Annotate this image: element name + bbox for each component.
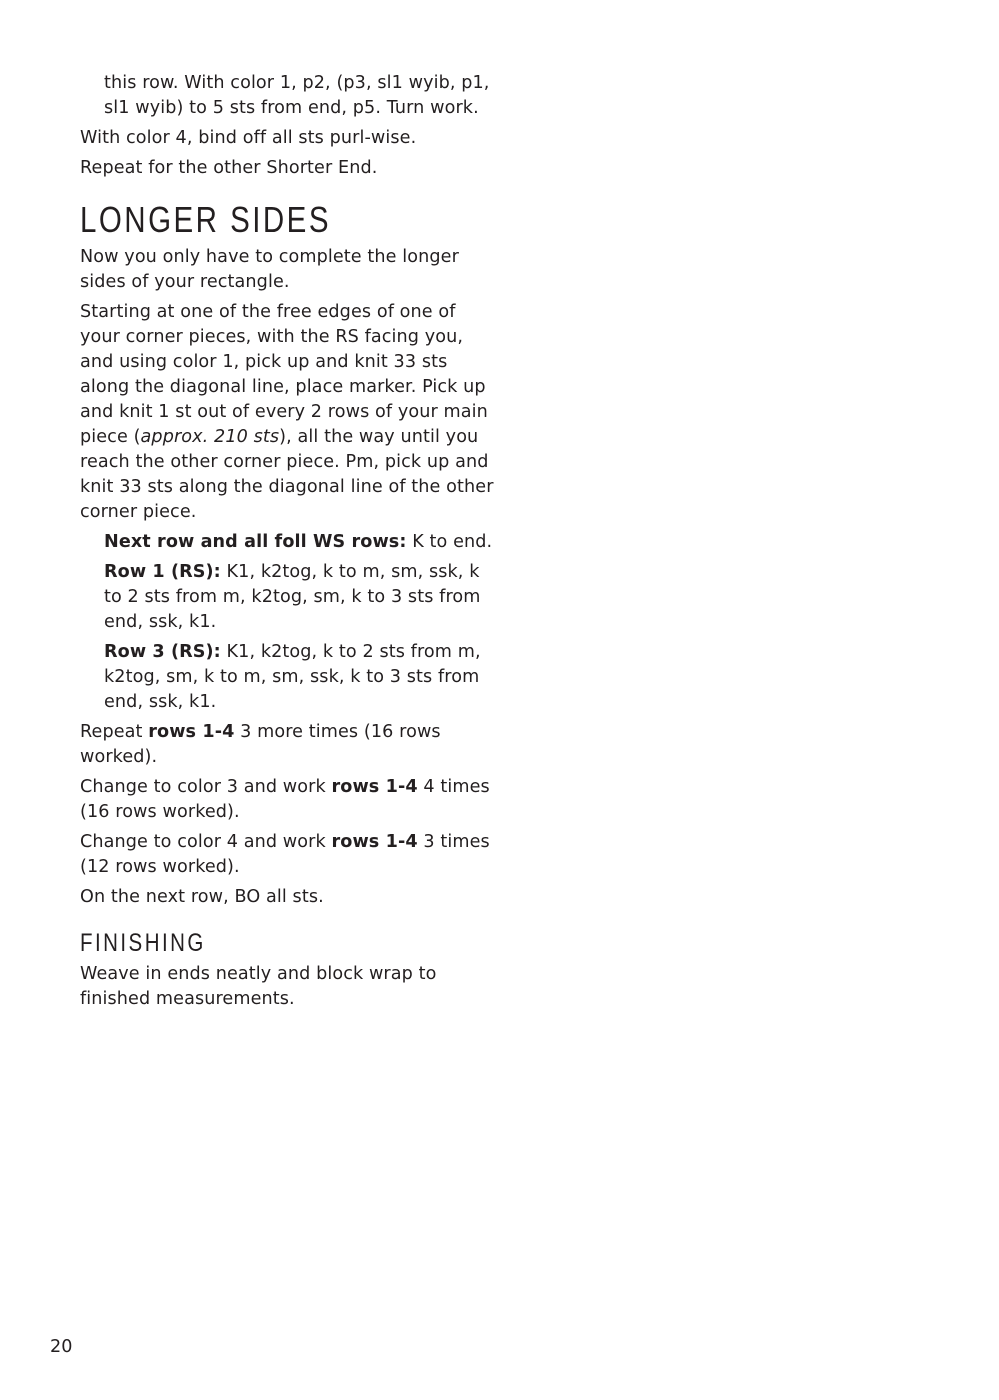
pick-up-text-b: ), all the way until you reach the other corner piece. Pm, pick up and knit 33 sts along the diagonal line of the other corner piece. [80, 427, 494, 522]
color-4-text-a: Change to color 4 and work [80, 832, 332, 852]
row-1-label: Row 1 (RS): [104, 562, 221, 582]
color-4-instruction [80, 830, 500, 880]
pick-up-text-a: Starting at one of the free edges of one of your corner pieces, with the RS facing you, and using color 1, pick up and knit 33 sts along the diagonal line, place marker. Pick up and knit 1 st out of every 2 rows of your main piece ( [80, 302, 488, 447]
continued-instruction: this row. With color 1, p2, (p3, sl1 wyib, p1, sl1 wyib) to 5 sts from end, p5. Turn work. [104, 73, 490, 118]
color-4-text-b: 3 times (12 rows worked). [80, 832, 490, 877]
row-3-text: K1, k2tog, k to 2 sts from m, k2tog, sm, k to m, sm, ssk, k to 3 sts from end, ssk, k1. [104, 642, 481, 712]
repeat-rows-text-b: 3 more times (16 rows worked). [80, 722, 441, 767]
row-3-instruction [80, 640, 500, 715]
next-row-instruction [80, 530, 500, 555]
page-number: 20 [50, 1337, 73, 1357]
row-1-instruction [80, 560, 500, 635]
pick-up-stitch-count: approx. 210 sts [140, 427, 280, 447]
bind-off-instruction: With color 4, bind off all sts purl-wise. [80, 128, 417, 148]
finishing-text: Weave in ends neatly and block wrap to finished measurements. [80, 964, 437, 1009]
repeat-rows-bold: rows 1-4 [148, 722, 235, 742]
longer-sides-heading: LONGER SIDES [80, 199, 331, 240]
color-4-bold: rows 1-4 [331, 832, 418, 852]
color-3-bold: rows 1-4 [331, 777, 418, 797]
bind-off-all-instruction: On the next row, BO all sts. [80, 887, 324, 907]
next-row-label: Next row and all foll WS rows: [104, 532, 407, 552]
color-3-instruction [80, 775, 500, 825]
finishing-heading: FINISHING [80, 929, 206, 957]
longer-sides-intro: Now you only have to complete the longer sides of your rectangle. [80, 247, 459, 292]
repeat-rows-text-a: Repeat [80, 722, 149, 742]
text-column [80, 71, 500, 1017]
pick-up-instruction [80, 300, 500, 525]
repeat-rows-instruction [80, 720, 500, 770]
next-row-text: K to end. [406, 532, 493, 552]
color-3-text-a: Change to color 3 and work [80, 777, 332, 797]
row-3-label: Row 3 (RS): [104, 642, 221, 662]
color-3-text-b: 4 times (16 rows worked). [80, 777, 490, 822]
row-1-text: K1, k2tog, k to m, sm, ssk, k to 2 sts from m, k2tog, sm, k to 3 sts from end, ssk, k1. [104, 562, 481, 632]
repeat-instruction: Repeat for the other Shorter End. [80, 158, 378, 178]
